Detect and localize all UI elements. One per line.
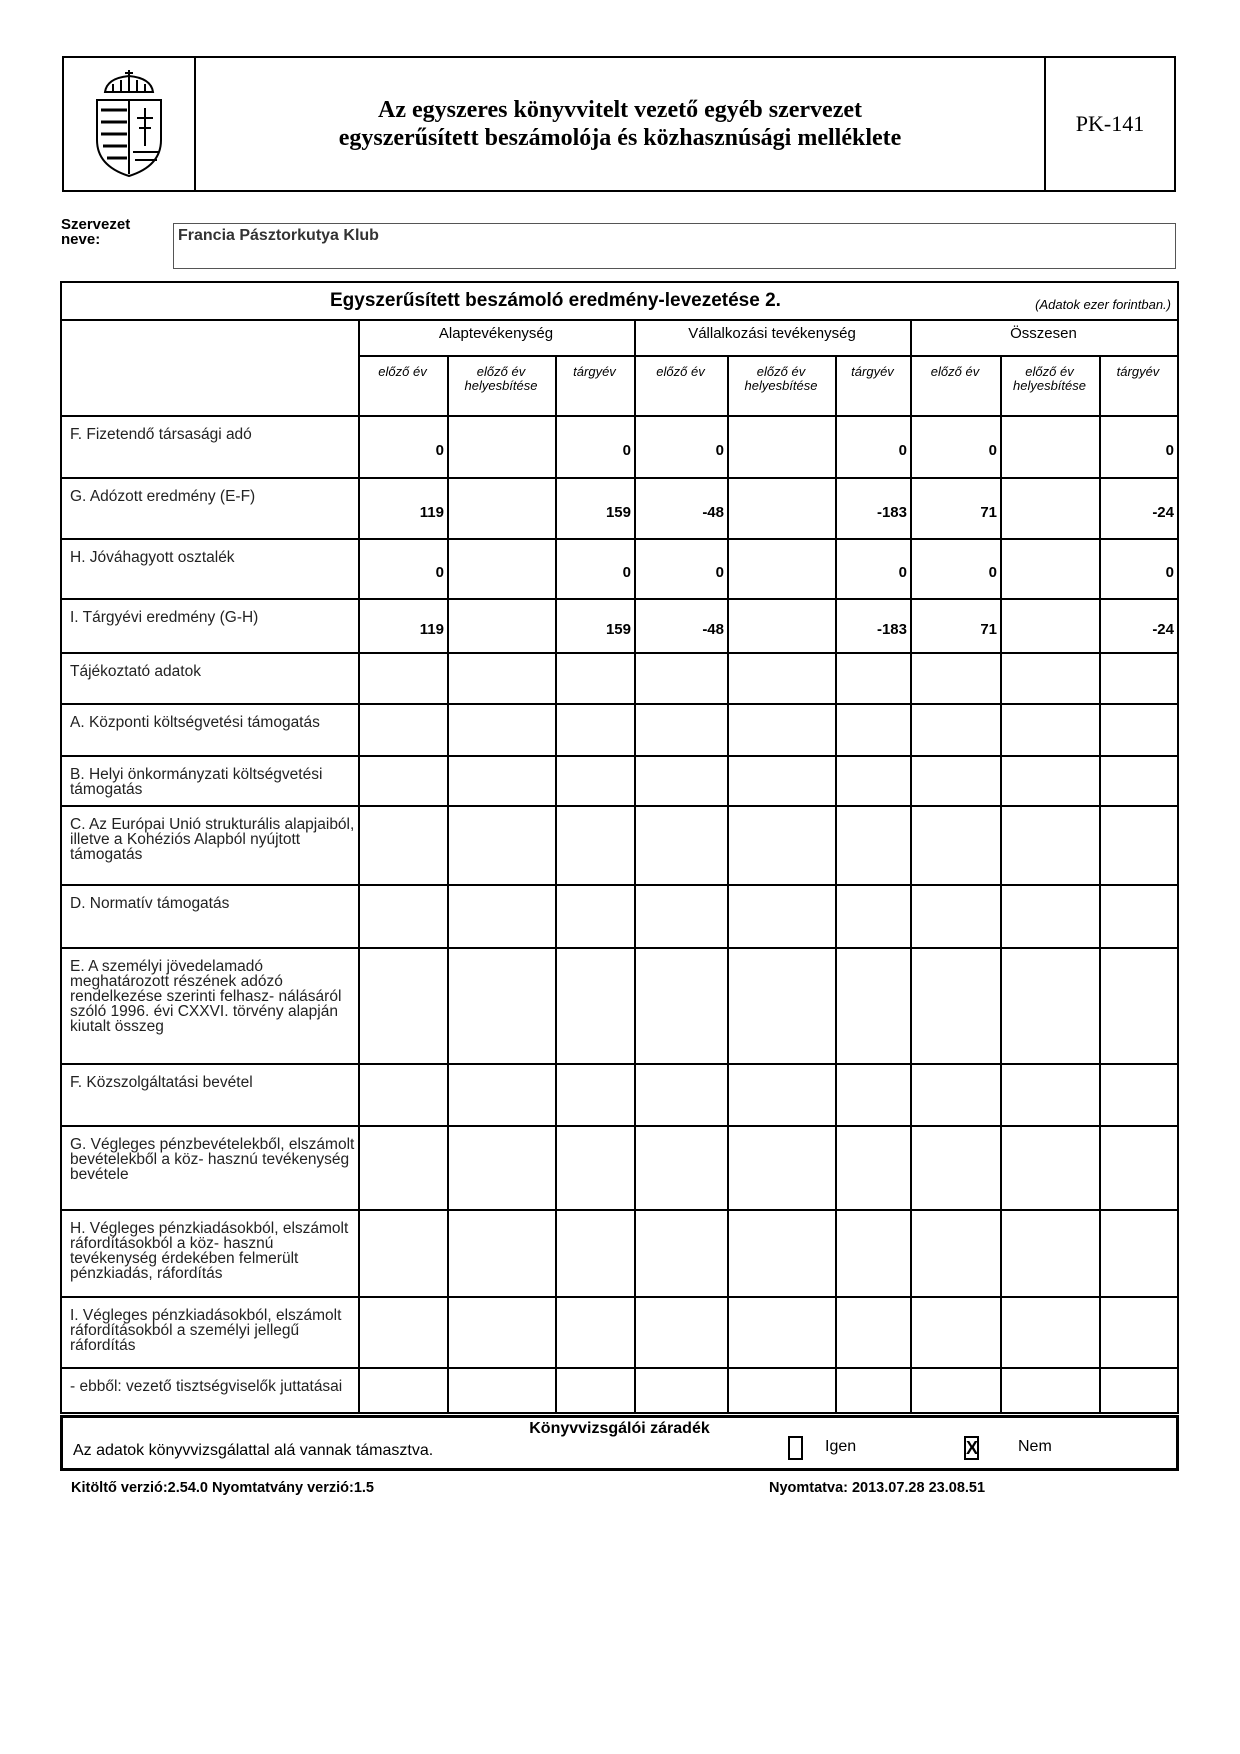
column-divider (1000, 355, 1002, 1412)
auditor-clause-title: Könyvvizsgálói záradék (529, 1420, 710, 1437)
table-cell[interactable]: 119 (419, 621, 444, 638)
organization-name-field[interactable] (173, 223, 1176, 269)
auditor-clause (60, 1415, 1179, 1471)
table-unit-note: (Adatok ezer forintban.) (1035, 297, 1171, 312)
form-code: PK-141 (1044, 58, 1174, 190)
table-cell[interactable]: 0 (1165, 442, 1174, 459)
footer-versions: Kitöltő verzió:2.54.0 Nyomtatvány verzió:1.5 (71, 1480, 374, 1496)
row-divider (62, 805, 1177, 807)
group-header: Összesen (1010, 325, 1077, 342)
auditor-clause-question: Az adatok könyvvizsgálattal alá vannak támasztva. (73, 1442, 434, 1459)
subcolumn-header (555, 365, 634, 379)
subcolumn-header-line-1: előző év (656, 364, 705, 379)
group-header: Alaptevékenység (438, 325, 554, 342)
table-cell[interactable]: 0 (715, 442, 724, 459)
subcolumn-header (358, 365, 447, 379)
title-divider (62, 319, 1177, 321)
row-label: G. Végleges pénzbevételekből, elszámolt bevételekből a köz- hasznú tevékenység bevétele (70, 1136, 355, 1183)
row-divider (62, 1296, 1177, 1298)
form-title-line-1: Az egyszeres könyvvitelt vezető egyéb szervezet (377, 97, 862, 123)
subcolumn-header-line-1: előző év (378, 364, 427, 379)
subcolumn-header-line-1: előző év (756, 364, 806, 379)
row-divider (62, 947, 1177, 949)
row-label: F. Fizetendő társasági adó (70, 426, 252, 443)
group-header-divider (358, 355, 1177, 357)
group-divider (910, 319, 912, 1412)
row-divider (62, 415, 1177, 417)
yes-checkbox[interactable] (788, 1436, 803, 1460)
table-cell[interactable]: 0 (435, 442, 444, 459)
footer-printed-date: Nyomtatva: 2013.07.28 23.08.51 (769, 1480, 986, 1496)
subcolumn-header (910, 365, 1000, 379)
row-divider (62, 1209, 1177, 1211)
table-cell[interactable]: 71 (980, 621, 997, 638)
row-divider (62, 1125, 1177, 1127)
no-checkbox-mark: X (966, 1438, 979, 1458)
coat-of-arms-logo (64, 58, 196, 190)
row-divider (62, 1063, 1177, 1065)
table-cell[interactable]: 0 (988, 564, 997, 581)
row-divider (62, 884, 1177, 886)
yes-label: Igen (825, 1438, 857, 1455)
table-cell[interactable]: -24 (1152, 503, 1174, 521)
form-header (62, 56, 1176, 192)
group-header: Vállalkozási tevékenység (688, 325, 856, 342)
row-label: A. Központi költségvetési támogatás (70, 714, 320, 731)
table-cell[interactable]: 0 (898, 564, 907, 581)
subcolumn-header (835, 365, 910, 379)
table-cell[interactable]: 0 (622, 564, 631, 581)
table-cell[interactable]: 159 (605, 621, 631, 638)
organization-name-value: Francia Pásztorkutya Klub (178, 227, 379, 244)
row-label: I. Tárgyévi eredmény (G-H) (70, 609, 259, 626)
organization-label (61, 217, 130, 247)
subcolumn-header-line-1: előző év (1025, 364, 1074, 379)
row-label: H. Jóváhagyott osztalék (70, 549, 235, 566)
subcolumn-header-line-1: előző év (930, 364, 980, 379)
subcolumn-header-line-2: helyesbítése (464, 378, 538, 393)
no-checkbox[interactable] (964, 1436, 979, 1460)
row-divider (62, 598, 1177, 600)
row-divider (62, 703, 1177, 705)
subcolumn-header-line-1: előző év (476, 364, 526, 379)
table-cell[interactable]: 0 (435, 564, 444, 581)
subcolumn-header (1099, 365, 1177, 379)
group-divider (634, 319, 636, 1412)
row-divider (62, 755, 1177, 757)
column-divider (447, 355, 449, 1412)
row-divider (62, 1367, 1177, 1369)
result-table (60, 281, 1179, 1414)
subcolumn-header (634, 365, 727, 379)
subcolumn-header (727, 365, 835, 393)
row-label: I. Végleges pénzkiadásokból, elszámolt ráfordításokból a személyi jellegű ráfordítás (70, 1307, 342, 1354)
form-title-line-2: egyszerűsített beszámolója és közhasznúsági melléklete (338, 125, 902, 151)
subcolumn-header-line-1: tárgyév (1116, 364, 1160, 379)
table-cell[interactable]: 119 (419, 503, 444, 521)
table-cell[interactable]: 71 (980, 503, 997, 521)
row-label: B. Helyi önkormányzati költségvetési támogatás (70, 766, 323, 798)
table-cell[interactable]: -183 (876, 621, 907, 638)
column-divider (727, 355, 729, 1412)
form-title (196, 58, 1044, 190)
organization-label-line-2: neve: (61, 231, 101, 248)
row-label: H. Végleges pénzkiadásokból, elszámolt ráfordításokból a köz- hasznú tevékenység érdekében felmerült pénzkiadás, ráfordítás (70, 1220, 349, 1282)
row-divider (62, 477, 1177, 479)
table-cell[interactable]: 0 (715, 564, 724, 581)
no-label: Nem (1018, 1438, 1052, 1455)
table-cell[interactable]: 0 (898, 442, 907, 459)
table-cell[interactable]: -48 (702, 621, 724, 638)
subcolumn-header-line-2: helyesbítése (1013, 378, 1086, 393)
row-label: F. Közszolgáltatási bevétel (70, 1074, 253, 1091)
row-label: Tájékoztató adatok (70, 663, 201, 680)
subcolumn-header (1000, 365, 1099, 393)
table-cell[interactable]: -183 (876, 503, 907, 521)
table-cell[interactable]: 0 (988, 442, 997, 459)
table-cell[interactable]: 0 (622, 442, 631, 459)
row-label: G. Adózott eredmény (E-F) (70, 488, 256, 505)
row-label: - ebből: vezető tisztségviselők juttatásai (70, 1378, 343, 1395)
table-cell[interactable]: 159 (605, 503, 631, 521)
subcolumn-header-line-2: helyesbítése (744, 378, 818, 393)
table-cell[interactable]: -48 (702, 503, 724, 521)
subcolumn-header-line-1: tárgyév (573, 364, 616, 379)
row-label: D. Normatív támogatás (70, 895, 230, 912)
subcolumn-header (447, 365, 555, 393)
table-title: Egyszerűsített beszámoló eredmény-levezetése 2. (330, 290, 781, 311)
hungarian-coat-of-arms-icon (87, 70, 171, 178)
row-divider (62, 538, 1177, 540)
row-label: E. A személyi jövedelamadó meghatározott részének adózó rendelkezése szerinti felhasz- nálásáról szóló 1996. évi CXXVI. törvény alapján kiutalt összeg (70, 958, 342, 1035)
table-cell[interactable]: 0 (1165, 564, 1174, 581)
row-divider (62, 652, 1177, 654)
row-label: C. Az Európai Unió strukturális alapjaiból, illetve a Kohéziós Alapból nyújtott támogatás (70, 816, 355, 863)
table-cell[interactable]: -24 (1152, 621, 1174, 638)
organization-label-line-1: Szervezet (61, 216, 131, 233)
subcolumn-header-line-1: tárgyév (851, 364, 894, 379)
